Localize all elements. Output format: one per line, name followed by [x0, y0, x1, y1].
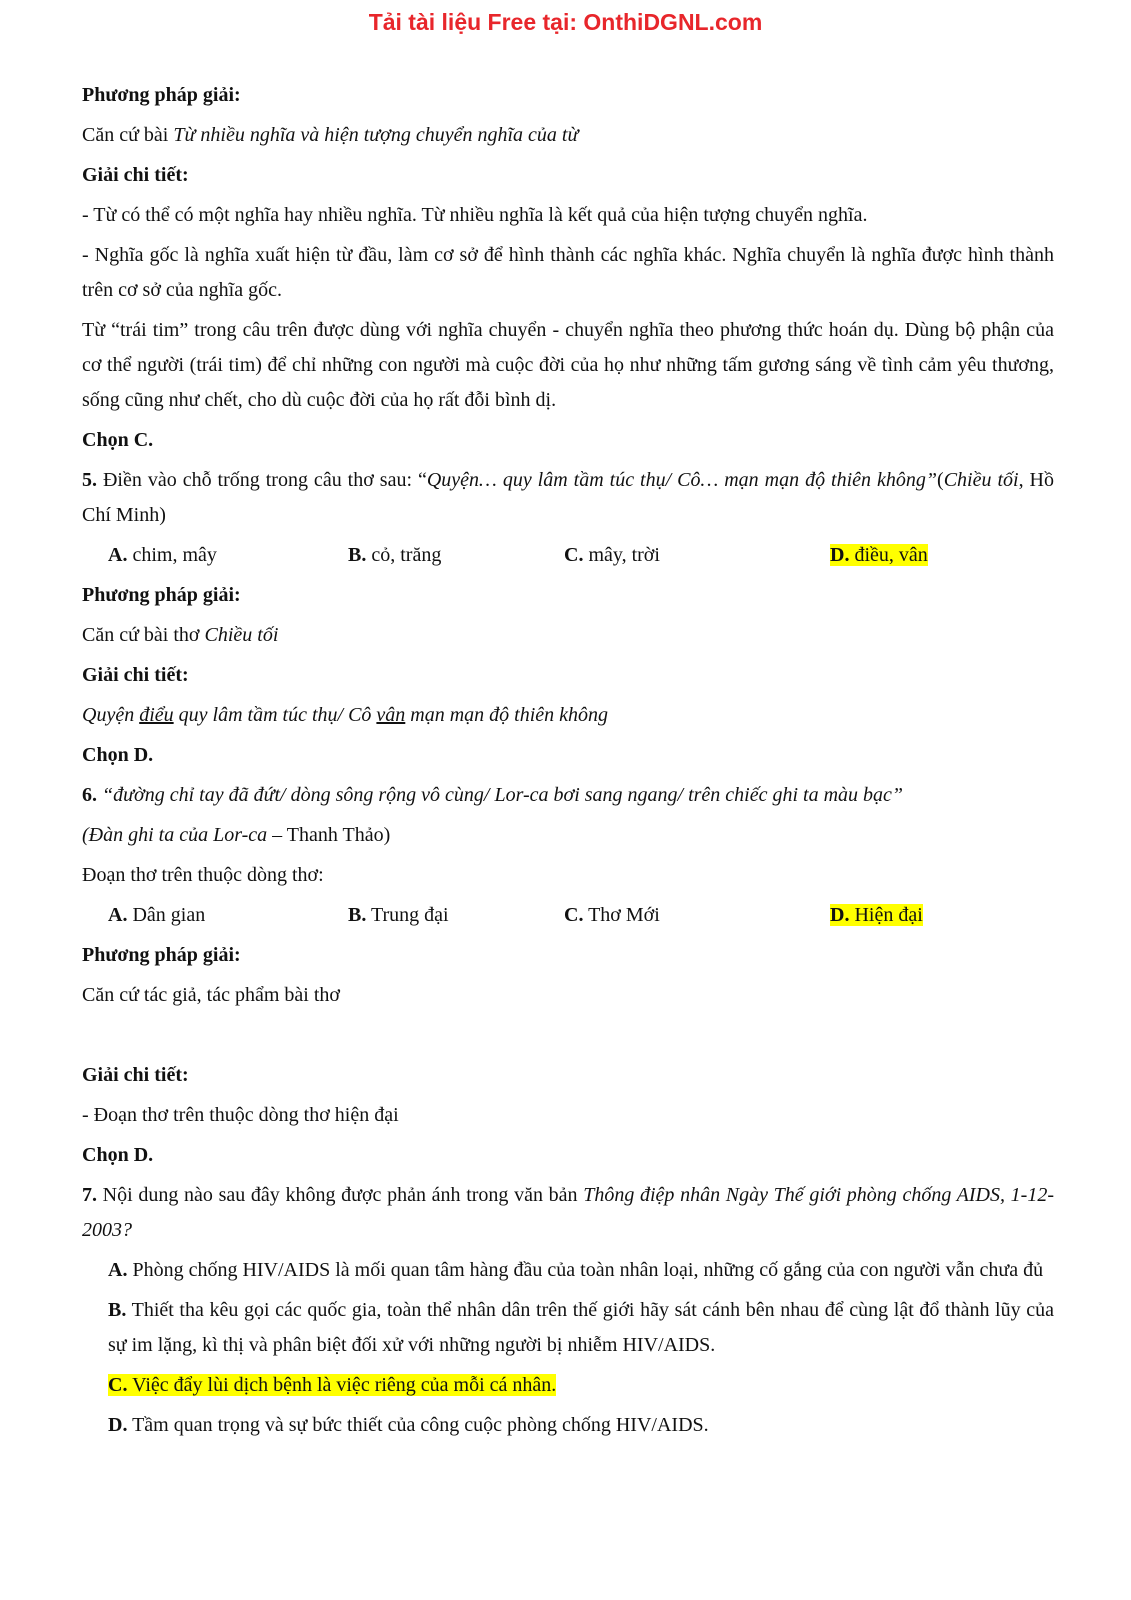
- question-6-prompt: Đoạn thơ trên thuộc dòng thơ:: [82, 864, 324, 886]
- download-banner[interactable]: Tải tài liệu Free tại: OnthiDGNL.com: [368, 9, 763, 35]
- poem-line: Quyện điểu quy lâm tầm túc thụ/ Cô vân mạn mạn độ thiên không: [82, 704, 609, 726]
- option-b[interactable]: B. cỏ, trăng: [348, 544, 442, 566]
- option-a[interactable]: A. Phòng chống HIV/AIDS là mối quan tâm hàng đầu của toàn nhân loại, những cố gắng của con người vẫn chưa đủ: [108, 1259, 1044, 1281]
- detail-paragraph: - Từ có thể có một nghĩa hay nhiều nghĩa. Từ nhiều nghĩa là kết quả của hiện tượng chuyển nghĩa.: [82, 204, 868, 226]
- option-b[interactable]: B. Thiết tha kêu gọi các quốc gia, toàn thể nhân dân trên thế giới hãy sát cánh bên nhau để cùng lật đổ thành lũy của sự im lặng, kì thị và phân biệt đối xử với những người bị nhiễm HIV/AIDS.: [108, 1299, 1054, 1356]
- option-b[interactable]: B. Trung đại: [348, 904, 449, 926]
- detail-paragraph: Từ “trái tim” trong câu trên được dùng với nghĩa chuyển - chuyển nghĩa theo phương thức hoán dụ. Dùng bộ phận của cơ thể người (trái tim) để chỉ những con người mà cuộc đời của họ như những tấm gương sáng về tình cảm yêu thương, sống cũng như chết, cho dù cuộc đời của họ rất đỗi bình dị.: [82, 319, 1054, 411]
- detail-paragraph: - Đoạn thơ trên thuộc dòng thơ hiện đại: [82, 1104, 399, 1126]
- question-6-stem: 6. “đường chỉ tay đã đứt/ dòng sông rộng vô cùng/ Lor-ca bơi sang ngang/ trên chiếc ghi ta màu bạc”: [82, 784, 904, 806]
- option-c[interactable]: C. Việc đẩy lùi dịch bệnh là việc riêng của mỗi cá nhân.: [108, 1374, 557, 1396]
- question-5-stem: 5. Điền vào chỗ trống trong câu thơ sau: “Quyện… quy lâm tầm túc thụ/ Cô… mạn mạn độ thiên không”(Chiều tối, Hồ Chí Minh): [82, 469, 1055, 526]
- spacer: [82, 1018, 1054, 1058]
- detail-heading: Giải chi tiết:: [82, 664, 189, 686]
- option-d[interactable]: D. điều, vân: [830, 544, 928, 566]
- option-d[interactable]: D. Tầm quan trọng và sự bức thiết của công cuộc phòng chống HIV/AIDS.: [108, 1414, 709, 1436]
- option-d[interactable]: D. Hiện đại: [830, 904, 923, 926]
- detail-heading: Giải chi tiết:: [82, 1064, 189, 1086]
- answer-choice: Chọn D.: [82, 744, 154, 766]
- method-heading: Phương pháp giải:: [82, 84, 241, 106]
- method-heading: Phương pháp giải:: [82, 944, 241, 966]
- method-text: Căn cứ tác giả, tác phẩm bài thơ: [82, 984, 340, 1006]
- detail-heading: Giải chi tiết:: [82, 164, 189, 186]
- question-5-options: [82, 538, 1054, 573]
- option-a[interactable]: A. chim, mây: [108, 544, 217, 566]
- option-c[interactable]: C. mây, trời: [564, 544, 660, 566]
- question-7-stem: 7. Nội dung nào sau đây không được phản ánh trong văn bản Thông điệp nhân Ngày Thế giới phòng chống AIDS, 1-12-2003?: [82, 1184, 1054, 1241]
- detail-paragraph: - Nghĩa gốc là nghĩa xuất hiện từ đầu, làm cơ sở để hình thành các nghĩa khác. Nghĩa chuyển là nghĩa được hình thành trên cơ sở của nghĩa gốc.: [82, 244, 1054, 301]
- option-c[interactable]: C. Thơ Mới: [564, 904, 660, 926]
- answer-choice: Chọn C.: [82, 429, 154, 451]
- question-6-options: [82, 898, 1054, 933]
- method-heading: Phương pháp giải:: [82, 584, 241, 606]
- option-a[interactable]: A. Dân gian: [108, 904, 206, 926]
- method-text: Căn cứ bài Từ nhiều nghĩa và hiện tượng chuyển nghĩa của từ: [82, 124, 579, 146]
- method-text: Căn cứ bài thơ Chiều tối: [82, 624, 279, 646]
- question-6-source: (Đàn ghi ta của Lor-ca – Thanh Thảo): [82, 824, 391, 846]
- answer-content: [82, 78, 1054, 1448]
- answer-choice: Chọn D.: [82, 1144, 154, 1166]
